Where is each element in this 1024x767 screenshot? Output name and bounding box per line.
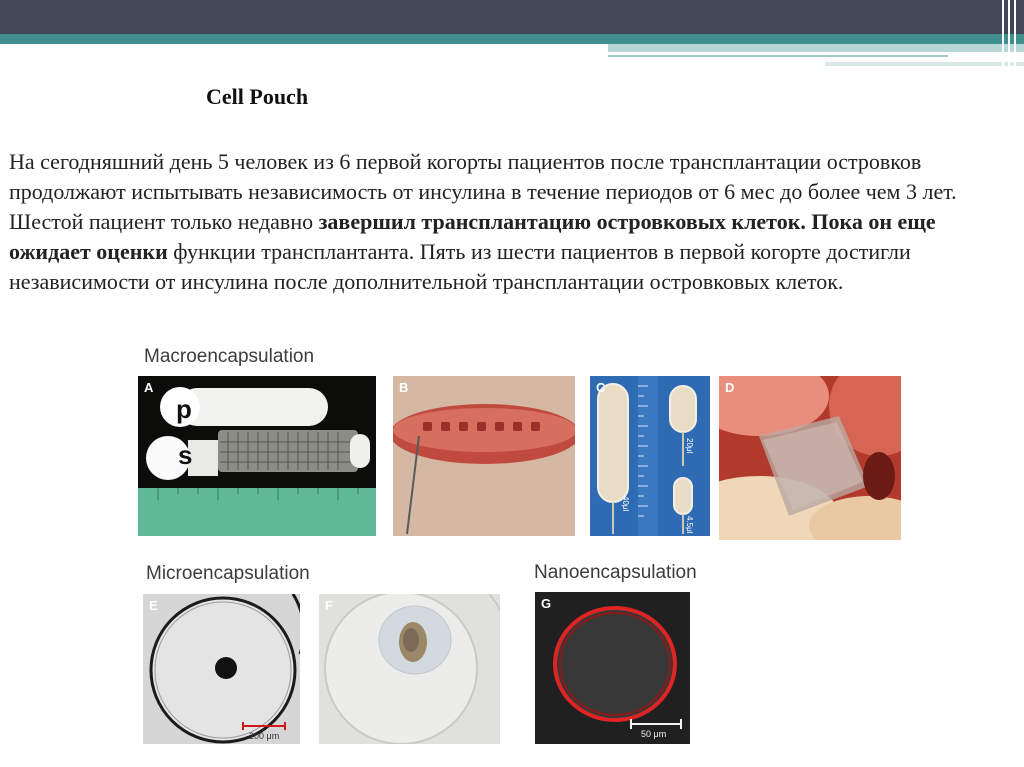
panel-b [393, 376, 575, 536]
panel-a [138, 376, 376, 536]
panel-g-image [535, 592, 690, 744]
panel-a-image [138, 376, 376, 536]
panel-d-image [719, 376, 901, 540]
paragraph-part-2: функции трансплантанта. Пять из шести пациентов в первой когорте достигли независимости от инсулина после дополнительной трансплантации островковых клеток. [9, 239, 911, 294]
panel-e-label: E [149, 598, 158, 613]
thin-line-2 [825, 62, 1024, 66]
panel-d [719, 376, 901, 540]
paragraph-part-1: На сегодняшний день 5 человек из 6 первой когорты пациентов после трансплантации островков продолжают испытывать независимость от инсулина в течение периодов от 6 мес до более чем 3 лет. Шестой пациент только недавно [9, 149, 957, 234]
volume-label-3: 4.5μl [685, 516, 694, 534]
teal-stripe [0, 34, 1024, 44]
scale-e: 200 μm [249, 731, 280, 741]
nano-label: Nanoencapsulation [534, 562, 697, 583]
panel-f-image [319, 594, 500, 744]
volume-label-2: 40μl [621, 496, 630, 512]
top-bar [0, 0, 1024, 34]
slide-paragraph [9, 147, 1009, 297]
panel-c [590, 376, 710, 536]
volume-label-1: 20μl [685, 438, 694, 454]
slide-title: Cell Pouch [206, 84, 309, 109]
panel-f [319, 594, 500, 744]
letter-p: p [176, 394, 192, 424]
paragraph-bold: завершил трансплантацию островковых клеток. Пока он еще ожидает оценки [9, 209, 936, 264]
micro-label: Microencapsulation [146, 563, 310, 584]
panel-c-label: C [596, 380, 606, 395]
panel-c-image [590, 376, 710, 536]
panel-e [143, 594, 300, 744]
panel-b-image [393, 376, 575, 536]
panel-a-label: A [144, 380, 154, 395]
panel-g-label: G [541, 596, 552, 611]
panel-b-label: B [399, 380, 409, 395]
panel-g [535, 592, 690, 744]
scale-g: 50 μm [641, 729, 667, 739]
light-teal-stripe [608, 44, 1024, 52]
panel-e-image [143, 594, 300, 744]
corner-stripes [998, 0, 1024, 68]
macro-label: Macroencapsulation [144, 346, 315, 367]
thin-line-1 [608, 55, 948, 57]
panel-f-label: F [325, 598, 333, 613]
panel-d-label: D [725, 380, 735, 395]
letter-s: s [178, 440, 193, 470]
